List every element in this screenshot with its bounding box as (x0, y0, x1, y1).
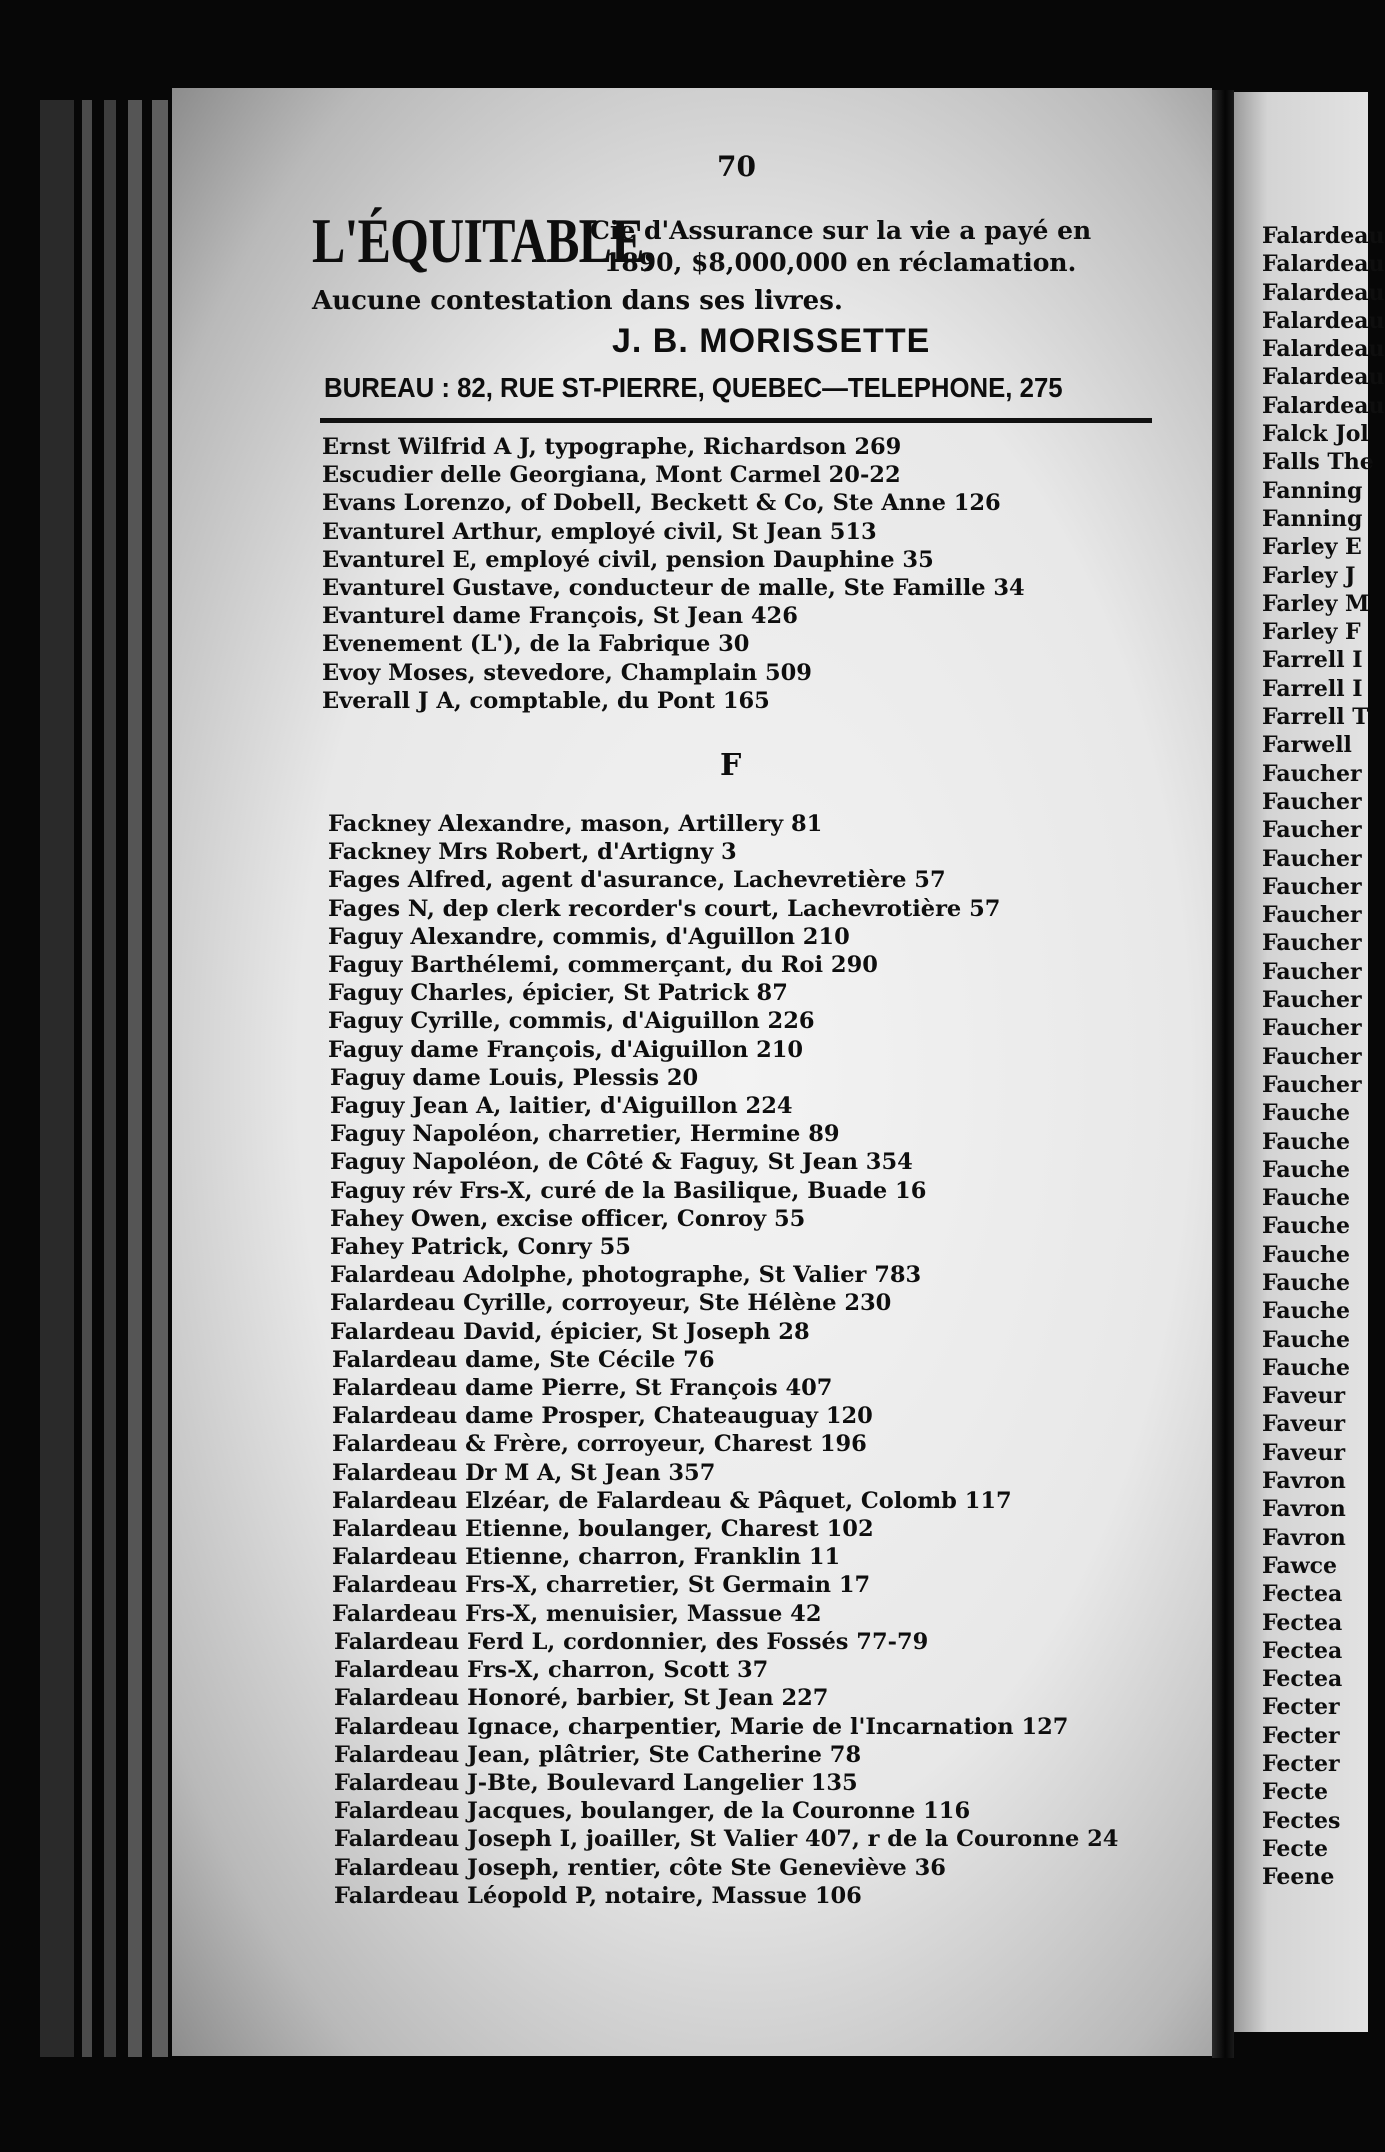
directory-entry: Falardeau Etienne, charron, Franklin 11 (332, 1544, 841, 1571)
adjacent-page-list (1262, 222, 1385, 1892)
directory-entry: Faucher (1262, 930, 1362, 957)
directory-entry: Faveur (1262, 1439, 1346, 1466)
directory-entry: Fages Alfred, agent d'asurance, Lachevretière 57 (328, 867, 946, 894)
directory-entry: Faucher (1262, 902, 1362, 929)
adjacent-page (1234, 92, 1385, 2032)
directory-entry: Escudier delle Georgiana, Mont Carmel 20-22 (322, 462, 901, 489)
directory-entry: Falardeau Frs-X, menuisier, Massue 42 (332, 1600, 822, 1627)
directory-entry: Faguy Napoléon, charretier, Hermine 89 (330, 1121, 840, 1148)
section-heading: F (720, 748, 742, 783)
directory-entry: Evoy Moses, stevedore, Champlain 509 (322, 659, 812, 686)
directory-entry: Favron (1262, 1468, 1346, 1495)
directory-entry: Faucher (1262, 817, 1362, 844)
directory-entry: Fawce (1262, 1552, 1338, 1579)
directory-entry: Faveur (1262, 1411, 1346, 1438)
ad-address: BUREAU : 82, RUE ST-PIERRE, QUEBEC—TELEPHONE, 275 (324, 372, 1063, 403)
divider (320, 418, 1152, 423)
directory-entry: Faucher (1262, 845, 1362, 872)
book-edge (104, 100, 116, 2057)
directory-entry: Falardeau Joseph, rentier, côte Ste Geneviève 36 (334, 1854, 946, 1881)
directory-entry: Fauche (1262, 1241, 1351, 1268)
directory-entry: Falardeau Jean, plâtrier, Ste Catherine 78 (334, 1741, 862, 1768)
directory-entry: Feene (1262, 1864, 1335, 1891)
directory-entry: Fackney Mrs Robert, d'Artigny 3 (328, 839, 737, 866)
book-edge (40, 100, 74, 2057)
directory-entry: Fecte (1262, 1779, 1328, 1806)
directory-entry: Fectes (1262, 1807, 1341, 1834)
directory-entry: Faucher (1262, 1043, 1362, 1070)
book-edge (82, 100, 92, 2057)
directory-entry: Evanturel Gustave, conducteur de malle, Ste Famille 34 (322, 575, 1025, 602)
directory-entry: Fectea (1262, 1609, 1343, 1636)
directory-entry: Evanturel Arthur, employé civil, St Jean 513 (322, 518, 877, 545)
directory-entry: Evanturel E, employé civil, pension Dauphine 35 (322, 546, 934, 573)
directory-entry: Faucher (1262, 958, 1362, 985)
directory-entry: Falardeau (1262, 336, 1385, 363)
directory-list-f (328, 810, 1118, 1910)
directory-entry: Fectea (1262, 1637, 1343, 1664)
directory-entry: Fauche (1262, 1128, 1351, 1155)
directory-entry: Fauche (1262, 1269, 1351, 1296)
directory-entry: Falardeau dame Prosper, Chateauguay 120 (332, 1403, 873, 1430)
directory-entry: Faguy Alexandre, commis, d'Aguillon 210 (328, 923, 850, 950)
directory-entry: Fackney Alexandre, mason, Artillery 81 (328, 811, 823, 837)
directory-entry: Falardeau David, épicier, St Joseph 28 (330, 1318, 810, 1345)
directory-entry: Fanning (1262, 477, 1363, 504)
directory-entry: Fauche (1262, 1185, 1351, 1212)
directory-entry: Falardeau Léopold P, notaire, Massue 106 (334, 1882, 862, 1909)
directory-entry: Faucher (1262, 1071, 1362, 1098)
directory-entry: Everall J A, comptable, du Pont 165 (322, 687, 770, 714)
directory-entry: Falardeau J-Bte, Boulevard Langelier 135 (334, 1769, 858, 1796)
ad-agent-name: J. B. MORISSETTE (612, 322, 931, 360)
directory-entry: Faguy dame Louis, Plessis 20 (330, 1064, 699, 1091)
directory-entry: Falardeau Ignace, charpentier, Marie de l'Incarnation 127 (334, 1713, 1069, 1740)
directory-entry: Farwell (1262, 732, 1352, 759)
directory-entry: Falardeau (1262, 251, 1385, 278)
directory-entry: Falardeau Honoré, barbier, St Jean 227 (334, 1685, 829, 1712)
directory-entry: Faguy Napoléon, de Côté & Faguy, St Jean 354 (330, 1149, 913, 1176)
directory-entry: Farrell T (1262, 704, 1369, 731)
directory-entry: Falardeau Cyrille, corroyeur, Ste Hélène 230 (330, 1290, 892, 1317)
directory-entry: Fauche (1262, 1213, 1351, 1240)
directory-entry: Fecte (1262, 1835, 1328, 1862)
directory-entry: Farrell I (1262, 647, 1363, 674)
directory-entry: Faguy Barthélemi, commerçant, du Roi 290 (328, 952, 878, 979)
directory-entry: Farley F (1262, 619, 1361, 646)
directory-entry: Falardeau dame Pierre, St François 407 (332, 1375, 833, 1402)
ad-tagline: 1890, $8,000,000 en réclamation. (604, 248, 1077, 277)
directory-entry: Favron (1262, 1496, 1346, 1523)
directory-entry: Fecter (1262, 1751, 1340, 1778)
directory-entry: Falardeau Jacques, boulanger, de la Couronne 116 (334, 1798, 971, 1825)
ad-tagline: Aucune contestation dans ses livres. (312, 286, 843, 316)
directory-entry: Faucher (1262, 1015, 1362, 1042)
directory-entry: Faveur (1262, 1383, 1346, 1410)
directory-entry: Falck Jol (1262, 421, 1369, 448)
directory-entry: Falardeau Frs-X, charron, Scott 37 (334, 1657, 769, 1684)
directory-entry: Faucher (1262, 873, 1362, 900)
directory-entry: Falardeau (1262, 392, 1385, 419)
directory-entry: Fectea (1262, 1666, 1343, 1693)
directory-page (172, 88, 1212, 2056)
directory-entry: Falardeau dame, Ste Cécile 76 (332, 1346, 715, 1373)
directory-entry: Faguy Charles, épicier, St Patrick 87 (328, 980, 788, 1007)
directory-entry: Falardeau (1262, 223, 1385, 249)
directory-entry: Evanturel dame François, St Jean 426 (322, 603, 798, 630)
directory-entry: Falardeau (1262, 307, 1385, 334)
directory-entry: Falls The (1262, 449, 1374, 476)
directory-entry: Fecter (1262, 1694, 1340, 1721)
directory-entry: Falardeau Joseph I, joailler, St Valier 407, r de la Couronne 24 (334, 1826, 1119, 1853)
directory-entry: Farrell I (1262, 675, 1363, 702)
directory-entry: Faguy Cyrille, commis, d'Aiguillon 226 (328, 1008, 815, 1035)
directory-entry: Falardeau & Frère, corroyeur, Charest 196 (332, 1431, 867, 1458)
directory-entry: Falardeau Elzéar, de Falardeau & Pâquet, Colomb 117 (332, 1487, 1012, 1514)
directory-entry: Falardeau (1262, 279, 1385, 306)
directory-entry: Fahey Patrick, Conry 55 (330, 1234, 631, 1261)
directory-entry: Farley E (1262, 534, 1362, 561)
directory-entry: Falardeau Dr M A, St Jean 357 (332, 1459, 716, 1486)
directory-entry: Evenement (L'), de la Fabrique 30 (322, 631, 750, 658)
book-gutter (1212, 90, 1234, 2058)
directory-entry: Falardeau Adolphe, photographe, St Valier 783 (330, 1262, 922, 1289)
directory-list-e (322, 433, 1025, 715)
directory-entry: Fauche (1262, 1326, 1351, 1353)
directory-entry: Faucher (1262, 788, 1362, 815)
book-edge (128, 100, 142, 2057)
directory-entry: Falardeau Frs-X, charretier, St Germain 17 (332, 1572, 871, 1599)
directory-entry: Faguy Jean A, laitier, d'Aiguillon 224 (330, 1093, 793, 1120)
page-number: 70 (717, 150, 756, 183)
directory-entry: Favron (1262, 1524, 1346, 1551)
directory-entry: Evans Lorenzo, of Dobell, Beckett & Co, Ste Anne 126 (322, 490, 1001, 517)
directory-entry: Faucher (1262, 760, 1362, 787)
directory-entry: Fauche (1262, 1354, 1351, 1381)
book-edge (152, 100, 168, 2057)
directory-entry: Fanning (1262, 505, 1363, 532)
directory-entry: Fauche (1262, 1100, 1351, 1127)
directory-entry: Falardeau Ferd L, cordonnier, des Fossés 77-79 (334, 1628, 929, 1655)
ad-tagline: Cie d'Assurance sur la vie a payé en (590, 216, 1092, 245)
directory-entry: Ernst Wilfrid A J, typographe, Richardson 269 (322, 434, 902, 460)
directory-entry: Farley J (1262, 562, 1356, 589)
directory-entry: Faguy rév Frs-X, curé de la Basilique, Buade 16 (330, 1177, 927, 1204)
ad-brand: L'ÉQUITABLE, (312, 205, 656, 276)
directory-entry: Fahey Owen, excise officer, Conroy 55 (330, 1205, 806, 1232)
directory-entry: Fectea (1262, 1581, 1343, 1608)
directory-entry: Falardeau Etienne, boulanger, Charest 102 (332, 1516, 874, 1543)
directory-entry: Faguy dame François, d'Aiguillon 210 (328, 1036, 804, 1063)
directory-entry: Falardeau (1262, 364, 1385, 391)
directory-entry: Fauche (1262, 1298, 1351, 1325)
directory-entry: Faucher (1262, 987, 1362, 1014)
directory-entry: Fecter (1262, 1722, 1340, 1749)
directory-entry: Fauche (1262, 1156, 1351, 1183)
directory-entry: Fages N, dep clerk recorder's court, Lachevrotière 57 (328, 895, 1001, 922)
directory-entry: Farley M (1262, 590, 1370, 617)
